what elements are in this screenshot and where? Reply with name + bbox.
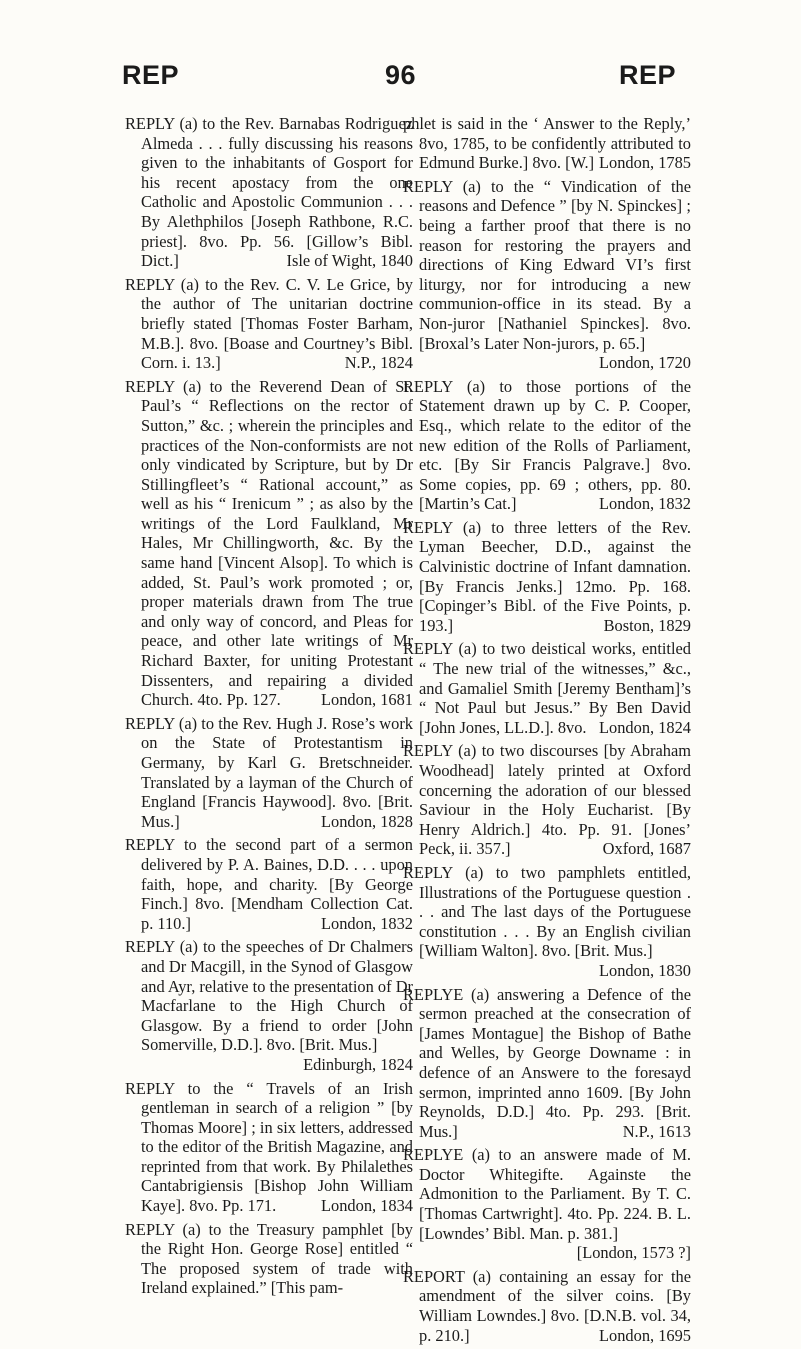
entry-imprint: London, 1824	[599, 717, 691, 737]
entry-text: REPLY (a) to two pamphlets entitled, Illustrations of the Portuguese question . . . and The last days of the Portuguese constitution . . . By an English civilian [William Walton]. 8vo. [Brit. Mus.]	[403, 862, 691, 961]
bibliography-entry	[125, 937, 413, 1074]
entry-imprint: London, 1832	[321, 913, 413, 933]
bibliography-entry	[403, 177, 691, 373]
entry-imprint: N.P., 1824	[344, 353, 413, 373]
bibliography-entry	[125, 1220, 413, 1298]
bibliography-entry	[403, 863, 691, 981]
entry-imprint: London, 1830	[599, 960, 691, 980]
bibliography-entry	[125, 275, 413, 373]
bibliography-entry	[125, 835, 413, 933]
entry-imprint: Edinburgh, 1824	[303, 1054, 413, 1074]
entry-text: phlet is said in the ‘ Answer to the Reply,’ 8vo, 1785, to be confidently attributed to Edmund Burke.] 8vo. [W.]	[403, 114, 691, 173]
bibliography-entry-continuation	[403, 114, 691, 173]
entry-imprint: London, 1695	[599, 1325, 691, 1345]
entry-text: REPLY (a) to the “ Vindication of the reasons and Defence ” [by N. Spinckes] ; being a farther proof that there is no reason for restoring the prayers and directions of King Edward VI’s first liturgy, nor for introducing a new communion-office in its stead. By a Non-juror [Nathaniel Spinckes]. 8vo. [Broxal’s Later Non-jurors, p. 65.]	[403, 176, 691, 353]
entry-text: REPLY (a) to two deistical works, entitled “ The new trial of the witnesses,” &c., and Gamaliel Smith [Jeremy Bentham]’s “ Not Paul but Jesus.” By Ben David [John Jones, LL.D.]. 8vo.	[403, 639, 691, 737]
bibliography-entry	[403, 377, 691, 514]
header-right-guide-word: REP	[618, 60, 676, 90]
entry-text: REPLYE (a) to an answere made of M. Doctor Whitegifte. Againste the Admonition to the Parliament. By T. C. [Thomas Cartwright]. 4to. Pp. 224. B. L. [Lowndes’ Bibl. Man. p. 381.]	[403, 1145, 691, 1243]
running-header	[0, 60, 801, 100]
entry-text: REPLYE (a) answering a Defence of the sermon preached at the consecration of [James Montague] the Bishop of Bathe and Welles, by George Downame : in defence of an Answere to the foresayd sermon, imprinted anno 1609. [By John Reynolds, D.D.] 4to. Pp. 293. [Brit. Mus.]	[403, 984, 691, 1141]
entry-imprint: Isle of Wight, 1840	[286, 251, 413, 271]
entry-text: REPLY (a) to those portions of the Statement drawn up by C. P. Cooper, Esq., which relate to the editor of the new edition of the Rolls of Parliament, etc. [By Sir Francis Palgrave.] 8vo. Some copies, pp. 69 ; others, pp. 80. [Martin’s Cat.]	[403, 376, 691, 514]
entry-imprint: Oxford, 1687	[602, 839, 691, 859]
bibliography-entry	[403, 1267, 691, 1345]
bibliography-entry	[125, 714, 413, 832]
entry-text: REPLY (a) to the Treasury pamphlet [by the Right Hon. George Rose] entitled “ The proposed system of trade with Ireland explained.” [This pam-	[125, 1219, 413, 1298]
entry-imprint: London, 1834	[321, 1196, 413, 1216]
entry-text: REPLY (a) to two discourses [by Abraham Woodhead] lately printed at Oxford concerning the adoration of our blessed Saviour in the Holy Eucharist. [By Henry Aldrich.] 4to. Pp. 91. [Jones’ Peck, ii. 357.]	[403, 741, 691, 859]
right-column	[403, 114, 691, 1349]
entry-imprint: London, 1828	[321, 811, 413, 831]
page-number: 96	[384, 60, 417, 90]
entry-text: REPLY (a) to the Reverend Dean of St. Paul’s “ Reflections on the rector of Sutton,” &c. ; wherein the principles and practices of the Non-conformists are not only vindicated by Scripture, but by Dr Stillingfleet’s “ Rational account,” as well as his “ Irenicum ” ; as also by the writings of the Lord Faulkland, Mr Hales, Mr Chillingworth, &c. By the same hand [Vincent Alsop]. To which is added, St. Paul’s work promoted ; or, proper materials drawn from The true and only way of concord, and Pleas for peace, and other late writings of Mr Richard Baxter, for uniting Protestant Dissenters, and repairing a divided Church. 4to. Pp. 127.	[125, 376, 413, 710]
bibliography-entry	[403, 518, 691, 636]
entry-text: REPLY (a) to the Rev. C. V. Le Grice, by the author of The unitarian doctrine briefly stated [Thomas Foster Barham, M.B.]. 8vo. [Boase and Courtney’s Bibl. Corn. i. 13.]	[125, 274, 413, 373]
entry-text: REPLY (a) to three letters of the Rev. Lyman Beecher, D.D., against the Calvinistic doctrine of Infant damnation. [By Francis Jenks.] 12mo. Pp. 168. [Copinger’s Bibl. of the Five Points, p. 193.]	[403, 517, 691, 635]
entry-imprint: London, 1785	[599, 153, 691, 173]
bibliography-entry	[403, 985, 691, 1142]
entry-text: REPORT (a) containing an essay for the amendment of the silver coins. [By William Lowndes.] 8vo. [D.N.B. vol. 34, p. 210.]	[403, 1266, 691, 1345]
entry-text: REPLY to the “ Travels of an Irish gentleman in search of a religion ” [by Thomas Moore] ; in six letters, addressed to the editor of the British Magazine, and reprinted from that work. By Philalethes Cantabrigiensis [Bishop John William Kaye]. 8vo. Pp. 171.	[125, 1078, 413, 1216]
entry-imprint: [London, 1573 ?]	[576, 1243, 691, 1263]
entry-imprint: London, 1681	[321, 690, 413, 710]
entry-text: REPLY to the second part of a sermon delivered by P. A. Baines, D.D. . . . upon faith, hope, and charity. [By George Finch.] 8vo. [Mendham Collection Cat. p. 110.]	[125, 835, 413, 933]
entry-imprint: London, 1832	[599, 494, 691, 514]
bibliography-entry	[403, 741, 691, 859]
left-column	[125, 114, 413, 1302]
header-left-guide-word: REP	[122, 60, 180, 90]
entry-imprint: Boston, 1829	[603, 615, 691, 635]
bibliography-entry	[403, 1145, 691, 1263]
entry-imprint: N.P., 1613	[622, 1121, 691, 1141]
entry-imprint: London, 1720	[599, 353, 691, 373]
entry-text: REPLY (a) to the Rev. Hugh J. Rose’s work on the State of Protestantism in Germany, by Karl G. Bretschneider. Translated by a layman of the Church of England [Francis Haywood]. 8vo. [Brit. Mus.]	[125, 713, 413, 831]
bibliography-entry	[125, 377, 413, 710]
bibliography-entry	[403, 639, 691, 737]
bibliography-entry	[125, 1079, 413, 1216]
entry-text: REPLY (a) to the Rev. Barnabas Rodriguez Almeda . . . fully discussing his reasons given to the inhabitants of Gosport for his recent apostacy from the one Catholic and Apostolic Communion . . . By Alethphilos [Joseph Rathbone, R.C. priest]. 8vo. Pp. 56. [Gillow’s Bibl. Dict.]	[125, 114, 413, 271]
entry-text: REPLY (a) to the speeches of Dr Chalmers and Dr Macgill, in the Synod of Glasgow and Ayr, relative to the presentation of Dr Macfarlane to the High Church of Glasgow. By a friend to order [John Somerville, D.D.]. 8vo. [Brit. Mus.]	[125, 937, 413, 1055]
bibliography-entry	[125, 114, 413, 271]
